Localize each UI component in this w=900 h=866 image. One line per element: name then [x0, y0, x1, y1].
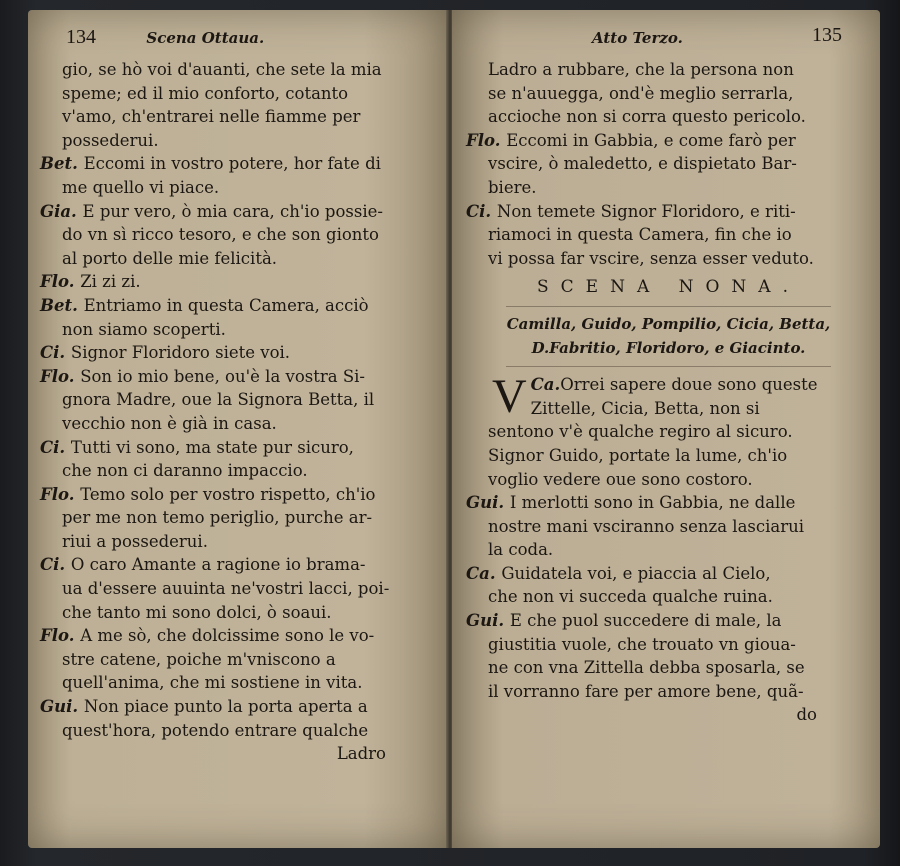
dialogue-line — [40, 695, 440, 719]
cast-list-line: Camilla, Guido, Pompilio, Cicia, Betta, — [506, 314, 831, 333]
line-text: Tutti vi sono, ma state pur sicuro, — [70, 437, 354, 457]
dialogue-line — [40, 365, 440, 389]
line-text: A me sò, che dolcissime sono le vo- — [80, 626, 375, 646]
dialogue-line — [466, 152, 871, 176]
line-text: nostre mani vsciranno senza lasciarui — [488, 516, 805, 536]
line-text: sentono v'è qualche regiro al sicuro. — [488, 422, 793, 442]
dialogue-line — [40, 648, 440, 672]
dialogue-line — [466, 491, 871, 515]
dialogue-line — [466, 585, 871, 609]
dialogue-line — [40, 530, 440, 554]
scene-heading: SCENA NONA. — [537, 277, 800, 298]
line-text: ne con vna Zittella debba sposarla, se — [488, 658, 805, 678]
dialogue-line — [40, 223, 440, 247]
line-text: do vn sì ricco tesoro, e che son gionto — [62, 225, 379, 245]
speaker-label: Flo. — [40, 272, 81, 292]
line-text: giustitia vuole, che trouato vn gioua- — [488, 634, 796, 654]
drop-cap: V — [492, 370, 527, 424]
dialogue-line — [466, 444, 871, 468]
dialogue-line — [40, 247, 440, 271]
dialogue-line — [40, 58, 440, 82]
line-text: Son io mio bene, ou'è la vostra Si- — [80, 366, 366, 386]
line-text: gnora Madre, oue la Signora Betta, il — [62, 390, 375, 410]
line-text: voglio vedere oue sono costoro. — [488, 469, 753, 489]
dialogue-line — [40, 294, 440, 318]
dialogue-line — [40, 412, 440, 436]
dialogue-line — [466, 58, 871, 82]
speaker-label: Ci. — [40, 343, 71, 363]
speaker-label: Ci. — [40, 555, 71, 575]
line-text: se n'auuegga, ond'è meglio serrarla, — [488, 83, 794, 103]
cast-list-line: D.Fabritio, Floridoro, e Giacinto. — [531, 338, 806, 357]
speaker-label: Gui. — [40, 697, 84, 717]
dialogue-line — [40, 506, 440, 530]
line-text: che non vi succeda qualche ruina. — [488, 587, 773, 607]
dialogue-line — [466, 680, 871, 704]
line-text: Signor Guido, portate la lume, ch'io — [488, 445, 788, 465]
dialogue-line — [466, 468, 871, 492]
line-text: Orrei sapere doue sono queste — [560, 375, 818, 395]
catchword: do — [796, 705, 817, 725]
line-text: Ladro a rubbare, che la persona non — [488, 60, 794, 79]
line-text: E pur vero, ò mia cara, ch'io possie- — [82, 201, 383, 221]
dialogue-line — [466, 223, 871, 247]
line-text: Zi zi zi. — [80, 272, 141, 292]
dialogue-line — [40, 459, 440, 483]
dialogue-line — [40, 318, 440, 342]
page-number: 135 — [812, 24, 842, 46]
speaker-label: Flo. — [466, 130, 507, 150]
line-text: Entriamo in questa Camera, acciò — [83, 295, 369, 315]
right-running-head — [592, 24, 862, 48]
speaker-label: Bet. — [40, 295, 84, 315]
line-text: me quello vi piace. — [62, 177, 220, 197]
dialogue-line — [466, 247, 871, 271]
dialogue-line — [40, 270, 440, 294]
scene-dialogue — [466, 397, 871, 727]
line-text: biere. — [488, 177, 537, 197]
dialogue-line — [40, 105, 440, 129]
dialogue-line — [466, 176, 871, 200]
line-text: quest'hora, potendo entrare qualche — [62, 720, 369, 740]
line-text: E che puol succedere di male, la — [509, 611, 782, 631]
line-text: stre catene, poiche m'vniscono a — [62, 649, 336, 669]
speaker-label: Gia. — [40, 201, 83, 221]
line-text: Temo solo per vostro rispetto, ch'io — [80, 484, 376, 504]
dialogue-line — [466, 609, 871, 633]
speaker-label: Bet. — [40, 154, 84, 174]
dialogue-line — [466, 420, 871, 444]
line-text: vecchio non è già in casa. — [62, 413, 277, 433]
line-text: al porto delle mie felicità. — [62, 248, 278, 268]
line-text: che non ci daranno impaccio. — [62, 461, 308, 481]
line-text: speme; ed il mio conforto, cotanto — [62, 83, 349, 103]
line-text: vscire, ò maledetto, e dispietato Bar- — [488, 154, 797, 174]
line-text: non siamo scoperti. — [62, 319, 226, 339]
dialogue-line — [40, 200, 440, 224]
line-text: O caro Amante a ragione io brama- — [70, 555, 366, 575]
line-text: Guidatela voi, e piaccia al Cielo, — [501, 563, 771, 583]
line-text: vi possa far vscire, senza esser veduto. — [488, 248, 814, 268]
dialogue-line — [466, 515, 871, 539]
dialogue-line — [466, 538, 871, 562]
line-text: Signor Floridoro siete voi. — [70, 343, 291, 363]
dialogue-line — [466, 656, 871, 680]
catchword: Ladro — [336, 744, 386, 764]
left-page — [28, 10, 448, 848]
dialogue-line — [40, 176, 440, 200]
continued-dialogue — [466, 58, 871, 270]
line-text: Eccomi in vostro potere, hor fate di — [83, 154, 381, 174]
dialogue-line — [466, 82, 871, 106]
speaker-label: Flo. — [40, 484, 81, 504]
dialogue-line — [40, 341, 440, 365]
dialogue-line — [466, 633, 871, 657]
dialogue-line — [466, 105, 871, 129]
left-running-head — [66, 24, 264, 49]
dialogue-line — [40, 483, 440, 507]
running-title: Scena Ottaua. — [146, 29, 265, 47]
line-text: possederui. — [62, 130, 159, 150]
speaker-label: Flo. — [40, 626, 81, 646]
dialogue-line — [40, 152, 440, 176]
line-text: Eccomi in Gabbia, e come farò per — [506, 130, 796, 150]
line-text: quell'anima, che mi sostiene in vita. — [62, 673, 363, 693]
line-text: Non piace punto la porta aperta a — [83, 697, 368, 717]
page-number: 134 — [66, 26, 96, 48]
dialogue-line — [466, 129, 871, 153]
line-text: Zittelle, Cicia, Betta, non si — [530, 398, 760, 418]
scene-rule — [506, 366, 831, 367]
left-body-text — [40, 58, 440, 766]
dialogue-line — [40, 436, 440, 460]
dialogue-line — [40, 601, 440, 625]
line-text: il vorranno fare per amore bene, quã- — [488, 681, 804, 701]
speaker-label: Ci. — [40, 437, 71, 457]
dialogue-line — [40, 671, 440, 695]
running-title: Atto Terzo. — [592, 29, 683, 47]
speaker-label: Ca. — [530, 375, 561, 395]
scene-rule — [506, 306, 831, 307]
right-page — [452, 10, 880, 848]
line-text: gio, se hò voi d'auanti, che sete la mia — [62, 60, 382, 79]
dialogue-line — [40, 553, 440, 577]
line-text: riamoci in questa Camera, fin che io — [488, 225, 792, 245]
speaker-label: Ca. — [466, 563, 502, 583]
dialogue-line — [40, 719, 440, 743]
speaker-label: Flo. — [40, 366, 81, 386]
line-text: v'amo, ch'entrarei nelle fiamme per — [62, 107, 361, 127]
dialogue-line — [40, 577, 440, 601]
dialogue-line — [466, 562, 871, 586]
line-text: Non temete Signor Floridoro, e riti- — [496, 201, 796, 221]
speaker-label: Ci. — [466, 201, 497, 221]
line-text: accioche non si corra questo pericolo. — [488, 107, 806, 127]
dialogue-line — [466, 200, 871, 224]
line-text: per me non temo periglio, purche ar- — [62, 508, 373, 528]
line-text: che tanto mi sono dolci, ò soaui. — [62, 602, 332, 622]
line-text: ua d'essere auuinta ne'vostri lacci, poi- — [62, 579, 390, 599]
line-text: riui a possederui. — [62, 531, 208, 551]
line-text: I merlotti sono in Gabbia, ne dalle — [509, 493, 796, 513]
right-body-text — [466, 58, 871, 727]
speaker-label: Gui. — [466, 611, 510, 631]
dialogue-line — [40, 624, 440, 648]
dialogue-line — [40, 129, 440, 153]
dialogue-line — [40, 82, 440, 106]
dialogue-line — [40, 388, 440, 412]
line-text: la coda. — [488, 540, 554, 560]
speaker-label: Gui. — [466, 493, 510, 513]
